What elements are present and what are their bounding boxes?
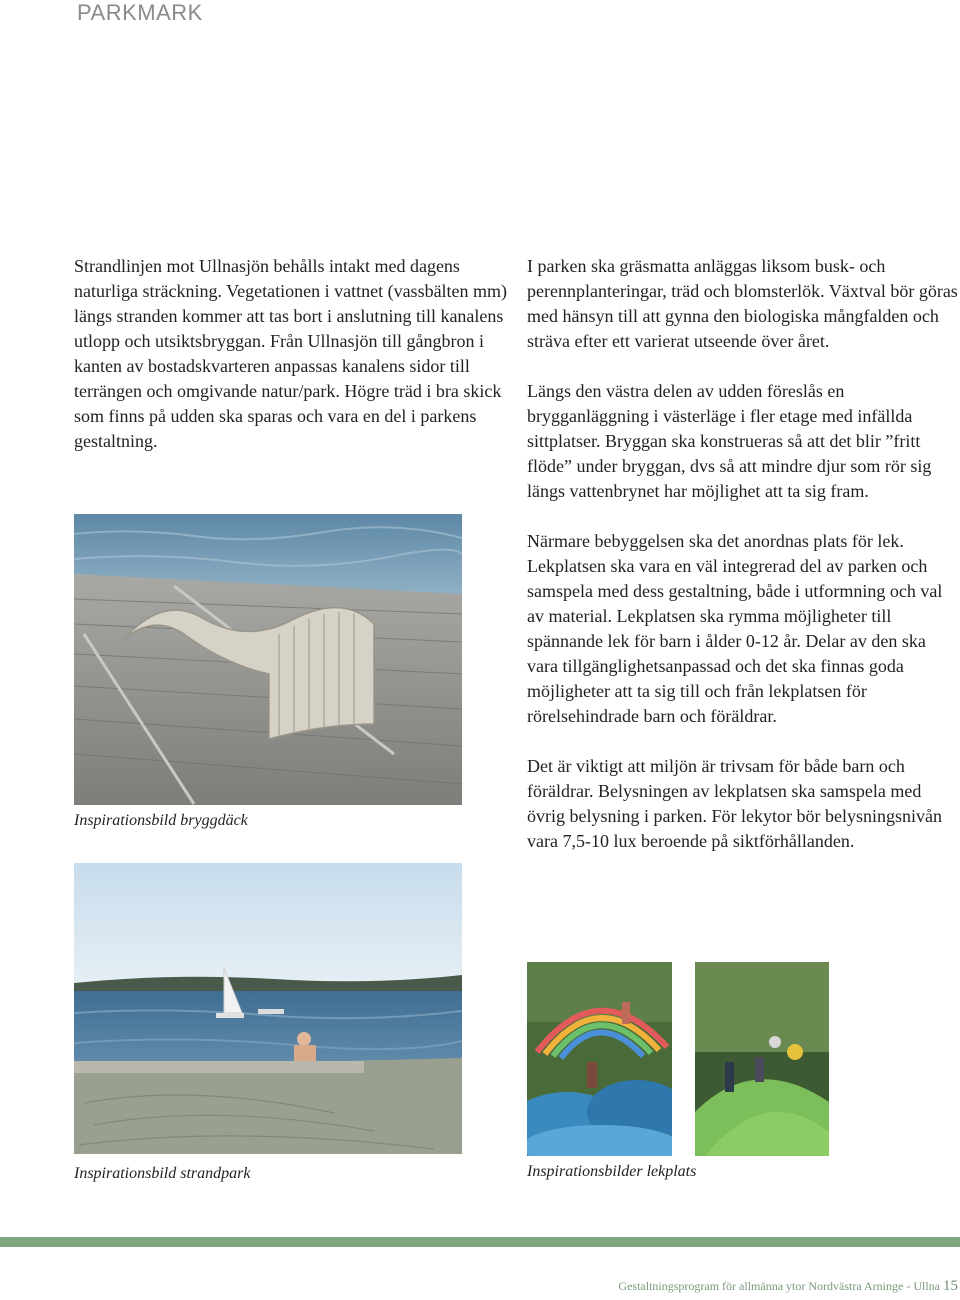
beach-photo-image — [74, 863, 462, 1154]
deck-photo-image — [74, 514, 462, 805]
page-footer — [618, 1278, 958, 1295]
deck-caption: Inspirationsbild bryggdäck — [74, 812, 248, 829]
deck-photo — [74, 514, 462, 805]
playground-photo-1-image — [527, 962, 672, 1156]
playground-caption: Inspirationsbilder lekplats — [527, 1163, 697, 1180]
right-paragraph-2: Längs den västra delen av udden föreslås en brygganläggning i västerläge i fler etage med infällda sittplatser. Bryggan ska konstrueras så att det blir ”fritt flöde” under bryggan, dvs så att mindre djur som rör sig längs vattenbrynet har möjlighet att ta sig fram. — [527, 381, 932, 501]
playground-photo-2-image — [695, 962, 829, 1156]
section-title: PARKMARK — [77, 0, 203, 25]
beach-photo — [74, 863, 462, 1154]
playground-photo-1 — [527, 962, 672, 1156]
right-paragraph-4: Det är viktigt att miljön är trivsam för både barn och föräldrar. Belysningen av lekplatsen ska samspela med övrig belysning i parken. För lekytor bör belysningsnivån vara 7,5-10 lux beroende på siktförhållanden. — [527, 756, 942, 851]
beach-caption: Inspirationsbild strandpark — [74, 1165, 251, 1182]
left-paragraph-1: Strandlinjen mot Ullnasjön behålls intakt med dagens naturliga sträckning. Vegetationen i vattnet (vassbälten mm) längs stranden kommer att tas bort i anslutning till kanalens utlopp och utsiktsbryggan. Från Ullnasjön till gångbron i kanten av bostadskvarteren anpassas kanalens sidor till terrängen och omgivande natur/park. Högre träd i bra skick som finns på udden ska sparas och vara en del i parkens gestaltning. — [74, 256, 508, 451]
playground-photo-2 — [695, 962, 829, 1156]
page-number: 15 — [943, 1278, 958, 1294]
right-text-column — [527, 254, 959, 879]
right-paragraph-3: Närmare bebyggelsen ska det anordnas plats för lek. Lekplatsen ska vara en väl integrerad del av parken och samspela med dess gestaltning, både i utformning och val av material. Lekplatsen ska rymma möjligheter till spännande lek för barn i ålder 0-12 år. Delar av den ska vara tillgänglighetsanpassad och det ska finnas goda möjligheter att ta sig till och från lekplatsen för rörelsehindrade barn och föräldrar. — [527, 531, 943, 726]
footer-divider-bar — [0, 1237, 960, 1247]
left-text-column — [74, 254, 512, 479]
footer-text: Gestaltningsprogram för allmänna ytor Nordvästra Arninge - Ullna — [618, 1279, 940, 1293]
right-paragraph-1: I parken ska gräsmatta anläggas liksom busk- och perennplanteringar, träd och blomsterlök. Växtval bör göras med hänsyn till att gynna den biologiska mångfalden och sträva efter ett varierat utseende över året. — [527, 256, 958, 351]
